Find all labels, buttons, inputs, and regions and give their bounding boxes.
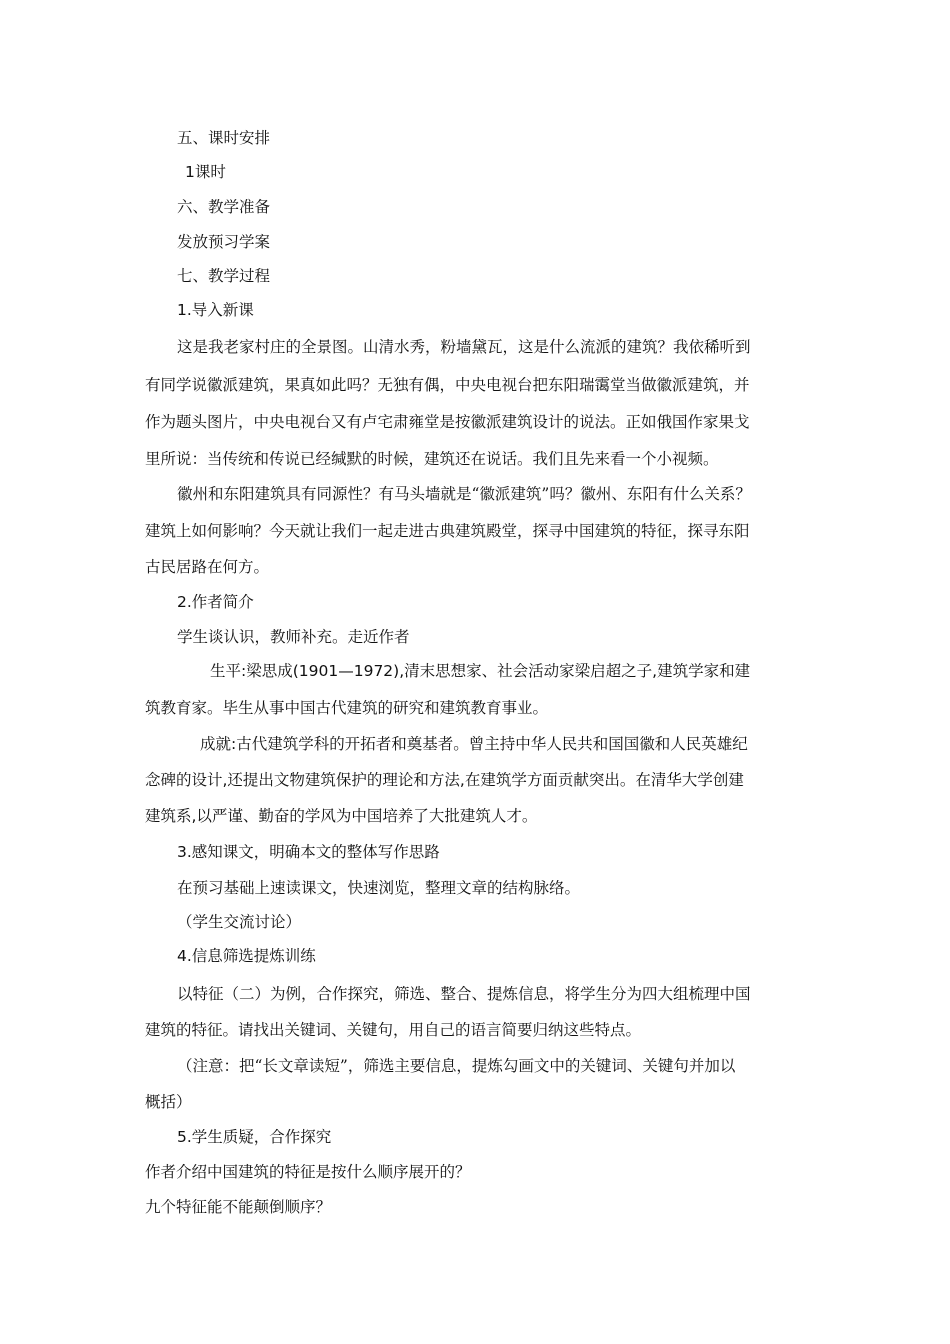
class-hours: 1课时 <box>185 163 226 181</box>
paragraph-line: 徽州和东阳建筑具有同源性？有马头墙就是“徽派建筑”吗？徽州、东阳有什么关系？ <box>177 485 751 503</box>
paragraph-line: 里所说：当传统和传说已经缄默的时候，建筑还在说话。我们且先来看一个小视频。 <box>145 450 719 468</box>
achievement-line: 成就:古代建筑学科的开拓者和奠基者。曾主持中华人民共和国国徽和人民英雄纪 <box>200 735 748 753</box>
paragraph-line: 学生谈认识，教师补充。走近作者 <box>177 628 410 646</box>
paragraph-line: 作为题头图片，中央电视台又有卢宅肃雍堂是按徽派建筑设计的说法。正如俄国作家果戈 <box>145 413 750 431</box>
step-heading-questions: 5.学生质疑，合作探究 <box>177 1128 332 1146</box>
achievement-line: 念碑的设计,还提出文物建筑保护的理论和方法,在建筑学方面贡献突出。在清华大学创建 <box>145 771 744 789</box>
paragraph-line: 古民居路在何方。 <box>145 558 270 576</box>
paragraph-line: 建筑的特征。请找出关键词、关键句，用自己的语言简要归纳这些特点。 <box>145 1021 642 1039</box>
paragraph-line: 这是我老家村庄的全景图。山清水秀，粉墙黛瓦，这是什么流派的建筑？我依稀听到 <box>177 338 751 356</box>
preparation-text: 发放预习学案 <box>177 233 271 251</box>
step-heading-intro: 1.导入新课 <box>177 301 254 319</box>
paragraph-line: （注意：把“长文章读短”，筛选主要信息，提炼勾画文中的关键词、关键句并加以 <box>177 1057 736 1075</box>
biography-line: 生平:梁思成(1901—1972),清末思想家、社会活动家梁启超之子,建筑学家和建 <box>210 662 751 680</box>
paragraph-line: 建筑上如何影响？今天就让我们一起走进古典建筑殿堂，探寻中国建筑的特征，探寻东阳 <box>145 522 750 540</box>
achievement-line: 建筑系,以严谨、勤奋的学风为中国培养了大批建筑人才。 <box>145 807 538 825</box>
paragraph-line: （学生交流讨论） <box>177 913 302 931</box>
step-heading-filtering: 4.信息筛选提炼训练 <box>177 947 316 965</box>
paragraph-line: 在预习基础上速读课文，快速浏览，整理文章的结构脉络。 <box>177 879 581 897</box>
step-heading-author: 2.作者简介 <box>177 593 254 611</box>
section-heading-preparation: 六、教学准备 <box>177 198 271 216</box>
paragraph-line: 以特征（二）为例，合作探究，筛选、整合、提炼信息，将学生分为四大组梳理中国 <box>177 985 751 1003</box>
paragraph-line: 概括） <box>145 1093 192 1111</box>
section-heading-schedule: 五、课时安排 <box>177 129 271 147</box>
question-line: 作者介绍中国建筑的特征是按什么顺序展开的？ <box>145 1163 471 1181</box>
paragraph-line: 有同学说徽派建筑，果真如此吗？无独有偶，中央电视台把东阳瑞霭堂当做徽派建筑，并 <box>145 376 750 394</box>
biography-line: 筑教育家。毕生从事中国古代建筑的研究和建筑教育事业。 <box>145 699 549 717</box>
question-line: 九个特征能不能颠倒顺序？ <box>145 1198 332 1216</box>
section-heading-process: 七、教学过程 <box>177 267 271 285</box>
step-heading-reading: 3.感知课文，明确本文的整体写作思路 <box>177 843 440 861</box>
